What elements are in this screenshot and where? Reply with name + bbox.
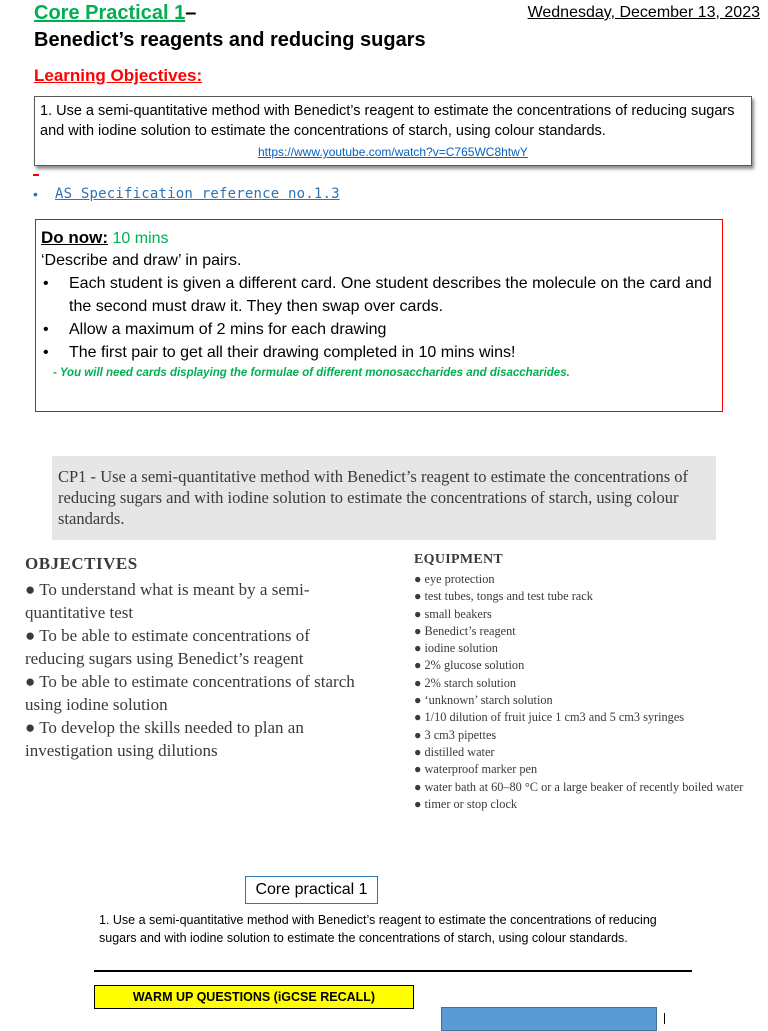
bullet-icon: • (43, 344, 49, 361)
cp1-prefix: CP1 - (58, 467, 97, 486)
equipment-item: ● eye protection (414, 572, 495, 586)
list-item: • Each student is given a different card. One student describes the molecule on the card and the second must draw it. They then swap over cards. (41, 272, 716, 318)
equipment-item: ● Benedict’s reagent (414, 623, 516, 638)
objective-item: ● To understand what is meant by a semi-quantitative test (25, 580, 310, 622)
equipment-item: ● small beakers (414, 606, 492, 621)
do-now-note: - You will need cards displaying the formulae of different monosaccharides and disaccharides. (53, 367, 570, 379)
equipment-section (414, 552, 768, 813)
page-subtitle: Benedict’s reagents and reducing sugars (34, 29, 426, 51)
equipment-item: ● water bath at 60–80 °C or a large beaker of recently boiled water (414, 779, 744, 794)
bullet-icon: • (43, 275, 49, 292)
equipment-item: ● 2% starch solution (414, 675, 517, 690)
core-practical-title: Core Practical 1 (34, 2, 186, 24)
vertical-tick (664, 1013, 665, 1024)
equipment-item: ● test tubes, tongs and test tube rack (414, 589, 593, 604)
equipment-item: ● iodine solution (414, 641, 498, 656)
cp1-text: Use a semi-quantitative method with Benedict’s reagent to estimate the concentrations of reducing sugars and with iodine solution to estimate the concentrations of starch, using colour standards. (58, 467, 689, 528)
do-now-heading: Do now: (41, 228, 109, 247)
warmup-questions-banner: WARM UP QUESTIONS (iGCSE RECALL) (94, 985, 414, 1009)
objective-item: ● To develop the skills needed to plan an investigation using dilutions (25, 718, 304, 760)
do-now-intro: ‘Describe and draw’ in pairs. (41, 252, 242, 269)
core-practical-objective (94, 907, 692, 972)
do-now-box (35, 219, 723, 412)
equipment-item: ● timer or stop clock (414, 796, 518, 811)
equipment-item: ● 2% glucose solution (414, 658, 525, 673)
do-now-time: 10 mins (112, 230, 169, 247)
spec-bullet-icon: • (33, 186, 38, 202)
list-item: • Allow a maximum of 2 mins for each drawing (41, 318, 716, 341)
list-item: • The first pair to get all their drawing completed in 10 mins wins! (41, 341, 716, 364)
equipment-item: ● waterproof marker pen (414, 762, 538, 777)
bullet-icon: • (43, 321, 49, 338)
equipment-item: ● 3 cm3 pipettes (414, 727, 497, 742)
learning-objective-text: 1. Use a semi-quantitative method with Benedict’s reagent to estimate the concentrations of reducing sugars and with iodine solution to estimate the concentrations of starch, using colour standards. (40, 103, 735, 139)
equipment-item: ● 1/10 dilution of fruit juice 1 cm3 and 5 cm3 syringes (414, 710, 685, 725)
title-dash: – (185, 2, 197, 24)
spec-reference-link[interactable]: AS Specification reference no.1.3 (55, 186, 340, 202)
red-dash-marker (33, 174, 39, 176)
do-now-list (41, 272, 716, 364)
equipment-heading: EQUIPMENT (414, 552, 504, 567)
equipment-item: ● ‘unknown’ starch solution (414, 693, 553, 708)
core-practical-objective-text: 1. Use a semi-quantitative method with Benedict’s reagent to estimate the concentrations of reducing sugars and with iodine solution to estimate the concentrations of starch, using colour standards. (99, 913, 657, 945)
core-practical-label: Core practical 1 (245, 876, 378, 904)
blue-shape (441, 1007, 657, 1031)
lesson-date: Wednesday, December 13, 2023 (527, 4, 760, 21)
equipment-item: ● distilled water (414, 744, 495, 759)
objective-item: ● To be able to estimate concentrations of reducing sugars using Benedict’s reagent (25, 626, 310, 668)
page-title (34, 2, 196, 25)
objectives-section (25, 554, 370, 762)
objective-item: ● To be able to estimate concentrations of starch using iodine solution (25, 672, 355, 714)
objectives-heading: OBJECTIVES (25, 554, 138, 573)
cp1-box (52, 456, 716, 540)
youtube-link[interactable]: https://www.youtube.com/watch?v=C765WC8htwY (258, 145, 528, 159)
learning-objectives-heading: Learning Objectives: (34, 66, 203, 85)
